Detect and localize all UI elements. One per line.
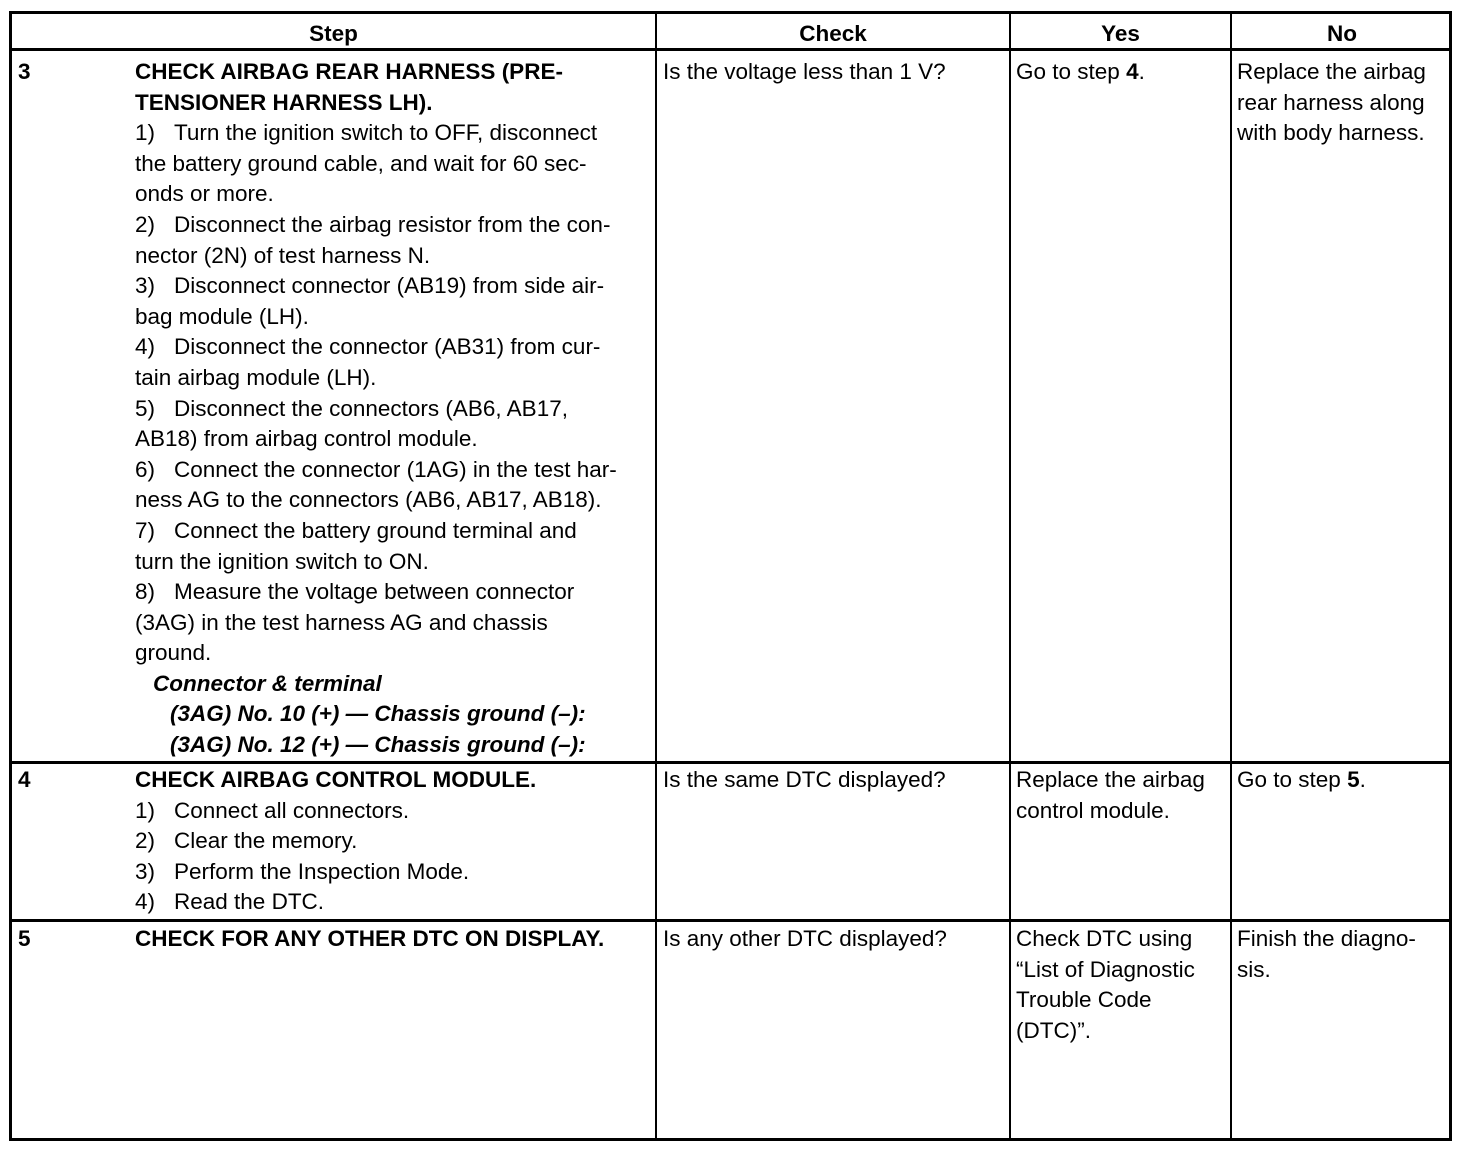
check-text: Is the same DTC displayed? <box>663 767 946 792</box>
header-check: Check <box>799 21 867 46</box>
header-no: No <box>1327 21 1357 46</box>
header-yes: Yes <box>1101 21 1140 46</box>
step-body <box>135 924 604 955</box>
procedure-number: 1) <box>135 797 156 823</box>
no-text: Finish the diagno- sis. <box>1237 926 1416 982</box>
step-title: CHECK FOR ANY OTHER DTC ON DISPLAY. <box>135 926 605 951</box>
no-text: Go to step 5. <box>1237 767 1366 792</box>
procedure-number: 3) <box>135 273 156 299</box>
procedure-line: tain airbag module (LH). <box>135 364 377 390</box>
procedure-number: 4) <box>135 889 156 915</box>
procedure-number: 7) <box>135 517 156 543</box>
step-body <box>135 57 617 761</box>
procedure-line: 1) Connect all connectors. <box>135 796 536 827</box>
step-reference: 5 <box>1347 767 1360 792</box>
procedure-line: (3AG) in the test harness AG and chassis <box>135 609 548 635</box>
procedure-line: 7) Connect the battery ground terminal and <box>135 516 617 547</box>
procedure-line: ground. <box>135 640 212 666</box>
procedure-line: 1) Turn the ignition switch to OFF, disconnect <box>135 118 617 149</box>
procedure-line: AB18) from airbag control module. <box>135 426 478 452</box>
column-divider <box>1009 14 1011 1138</box>
yes-text: Check DTC using “List of Diagnostic Trouble Code (DTC)”. <box>1016 926 1195 1043</box>
step-title: CHECK AIRBAG REAR HARNESS (PRE- <box>135 59 563 84</box>
spec-line: (3AG) No. 12 (+) — Chassis ground (–): <box>170 732 586 758</box>
spec-line: (3AG) No. 10 (+) — Chassis ground (–): <box>170 701 586 727</box>
procedure-line: 2) Disconnect the airbag resistor from the con- <box>135 210 617 241</box>
step-body <box>135 765 536 918</box>
procedure-number: 5) <box>135 395 156 421</box>
row-divider <box>12 919 1449 922</box>
row-divider <box>12 761 1449 764</box>
spec-heading: Connector & terminal <box>153 670 382 696</box>
procedure-line: 8) Measure the voltage between connector <box>135 577 617 608</box>
step-reference: 4 <box>1126 59 1139 84</box>
procedure-number: 8) <box>135 579 156 605</box>
step-title: TENSIONER HARNESS LH). <box>135 89 433 115</box>
procedure-number: 1) <box>135 120 156 146</box>
procedure-line: nector (2N) of test harness N. <box>135 242 431 268</box>
column-divider <box>1230 14 1232 1138</box>
yes-text: Go to step 4. <box>1016 59 1145 84</box>
procedure-number: 6) <box>135 456 156 482</box>
procedure-number: 4) <box>135 334 156 360</box>
check-text: Is the voltage less than 1 V? <box>663 59 946 84</box>
step-number: 3 <box>18 59 31 84</box>
procedure-line: 5) Disconnect the connectors (AB6, AB17, <box>135 394 617 425</box>
procedure-number: 2) <box>135 828 156 854</box>
procedure-line: bag module (LH). <box>135 303 309 329</box>
procedure-line: 3) Perform the Inspection Mode. <box>135 857 536 888</box>
procedure-number: 2) <box>135 211 156 237</box>
column-divider <box>655 14 657 1138</box>
procedure-line: 4) Disconnect the connector (AB31) from cur- <box>135 332 617 363</box>
procedure-line: 6) Connect the connector (1AG) in the test har- <box>135 455 617 486</box>
procedure-line: 4) Read the DTC. <box>135 887 536 918</box>
no-text: Replace the airbag rear harness along with body harness. <box>1237 59 1426 146</box>
diagnostic-table <box>9 11 1452 1141</box>
step-number: 4 <box>18 767 31 792</box>
check-text: Is any other DTC displayed? <box>663 926 947 951</box>
procedure-line: the battery ground cable, and wait for 60 sec- <box>135 150 587 176</box>
yes-text: Replace the airbag control module. <box>1016 767 1205 823</box>
procedure-line: 2) Clear the memory. <box>135 826 536 857</box>
header-step: Step <box>309 21 358 46</box>
procedure-number: 3) <box>135 858 156 884</box>
procedure-line: turn the ignition switch to ON. <box>135 548 429 574</box>
procedure-line: onds or more. <box>135 181 274 207</box>
procedure-line: ness AG to the connectors (AB6, AB17, AB18). <box>135 487 602 513</box>
procedure-line: 3) Disconnect connector (AB19) from side air- <box>135 271 617 302</box>
step-title: CHECK AIRBAG CONTROL MODULE. <box>135 767 537 792</box>
step-number: 5 <box>18 926 31 951</box>
